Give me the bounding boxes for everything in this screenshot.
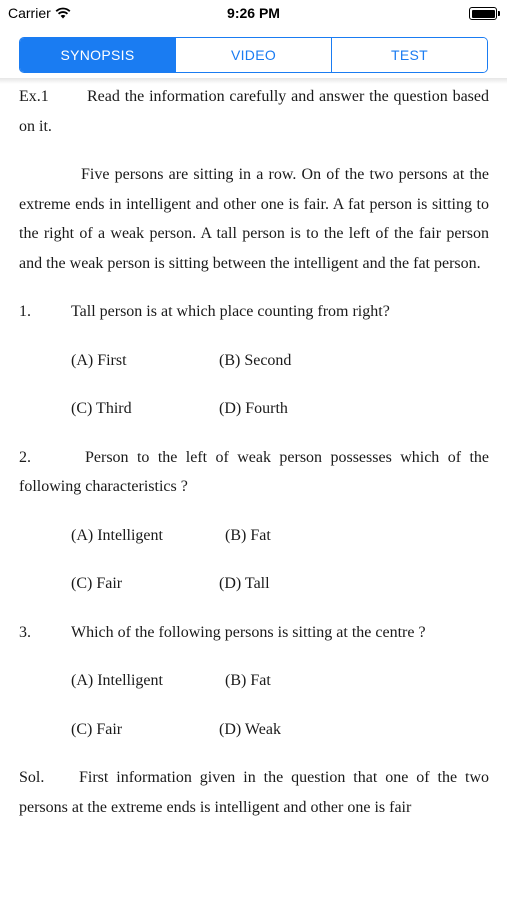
option-d: (D) Fourth	[219, 400, 288, 417]
option-b: (B) Fat	[225, 526, 271, 544]
option-b: (B) Second	[219, 351, 292, 369]
options-row	[19, 394, 489, 424]
question-2	[19, 443, 489, 502]
option-c: (C) Fair	[71, 575, 123, 592]
instruction-text: Read the information carefully and answer the question based on it.	[19, 88, 489, 135]
question-1	[19, 297, 489, 327]
option-d: (D) Weak	[219, 720, 281, 738]
question-text: Person to the left of weak person possesses which of the following characteristics ?	[19, 448, 489, 495]
option-c: (C) Fair	[71, 720, 123, 738]
solution-text: First information given in the question that one of the two persons at the extreme ends is intelligent and other one is fair	[19, 769, 489, 816]
example-instruction	[19, 82, 489, 141]
status-time: 9:26 PM	[227, 5, 280, 21]
option-a: (A) Intelligent	[71, 672, 163, 689]
options-row	[19, 715, 489, 745]
status-bar	[0, 0, 507, 28]
tab-video[interactable]: VIDEO	[175, 38, 331, 72]
carrier-label: Carrier	[8, 5, 51, 21]
battery-icon	[469, 7, 497, 20]
option-a: (A) First	[71, 351, 127, 369]
example-number: Ex.1	[19, 88, 49, 105]
options-row	[19, 666, 489, 696]
question-number: 2.	[19, 448, 31, 466]
option-b: (B) Fat	[225, 672, 271, 689]
question-text: Tall person is at which place counting from right?	[71, 303, 390, 320]
bottom-blank-area	[0, 828, 507, 900]
options-row	[19, 521, 489, 551]
solution-label: Sol.	[19, 769, 45, 786]
option-a: (A) Intelligent	[71, 526, 163, 544]
options-row	[19, 569, 489, 599]
content-scroll-area[interactable]	[19, 82, 489, 842]
option-d: (D) Tall	[219, 575, 270, 592]
options-row	[19, 346, 489, 376]
question-text: Which of the following persons is sitting at the centre ?	[71, 623, 426, 641]
question-number: 3.	[19, 623, 31, 641]
tab-test[interactable]: TEST	[331, 38, 487, 72]
question-number: 1.	[19, 303, 31, 320]
solution	[19, 763, 489, 822]
tab-synopsis[interactable]: SYNOPSIS	[20, 38, 175, 72]
question-3	[19, 618, 489, 648]
tab-bar	[19, 37, 488, 73]
passage-text: Five persons are sitting in a row. On of the two persons at the extreme ends in intelligent and other one is fair. A fat person is sitting to the right of a weak person. A tall person is to the left of the fair person and the weak person is sitting between the intelligent and the fat person.	[19, 166, 489, 272]
option-c: (C) Third	[71, 400, 132, 417]
